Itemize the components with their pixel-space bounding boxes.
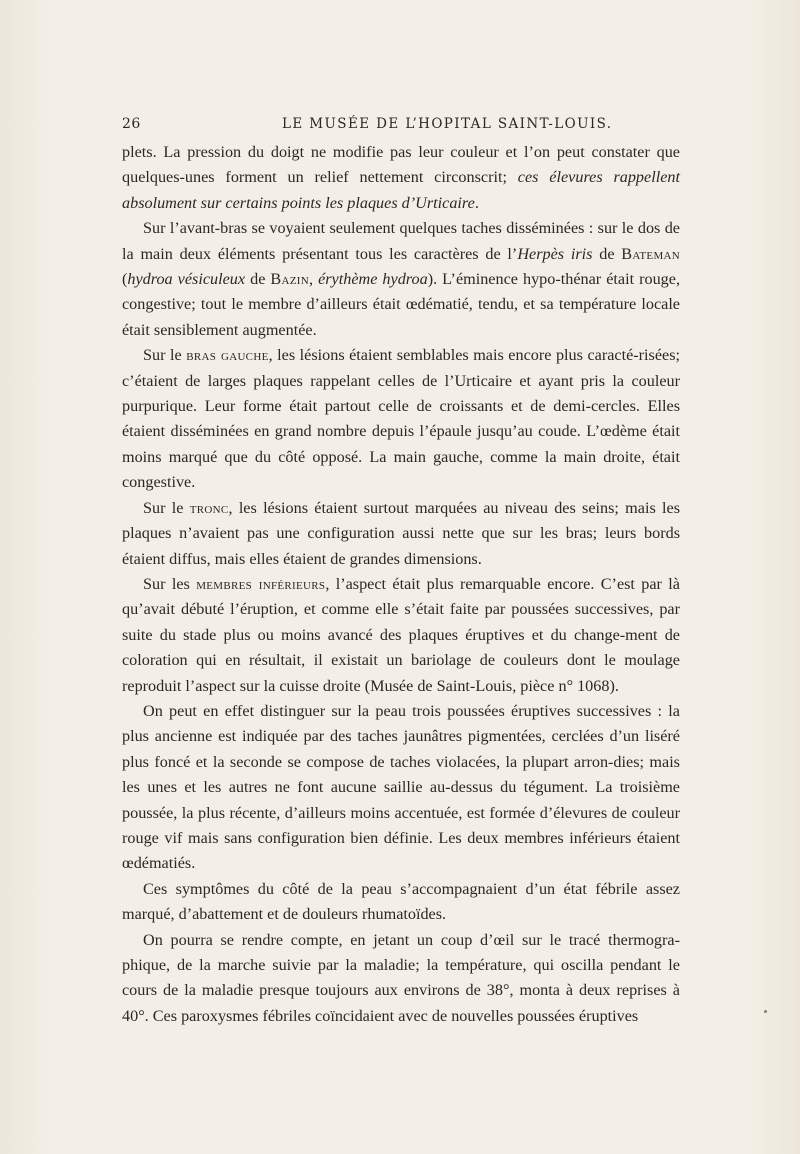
page-number: 26 — [122, 116, 141, 132]
paragraph-3 — [122, 343, 680, 495]
italic-run: érythème hydroa — [318, 270, 428, 289]
text-run: , les lésions étaient semblables mais encore plus caracté-risées; c’étaient de larges plaques rappelant celles de l’Urticaire et ayant pris la couleur purpurique. Leur forme était partout celle de croissants et de demi-cercles. Elles étaient disséminées en grand nombre depuis l’épaule jusqu’au coude. L’œdème était moins marqué que du côté opposé. La main gauche, comme la main droite, était congestive. — [122, 346, 681, 492]
text-run: ( — [122, 270, 128, 289]
page-header — [122, 116, 680, 138]
italic-run: hydroa vésiculeux — [127, 270, 246, 289]
author-name-bateman: Bateman — [621, 244, 681, 263]
section-term-membres-inferieurs: membres inférieurs — [196, 574, 326, 593]
text-run: Sur l’avant-bras se voyaient seulement quelques taches disséminées : sur le dos de la main deux éléments présentant tous les caractères de l’ — [122, 219, 680, 263]
text-run: de — [245, 270, 271, 289]
text-run: On pourra se rendre compte, en jetant un coup d’œil sur le tracé thermogra-phique, de la marche suivie par la maladie; la température, qui oscilla pendant le cours de la maladie presque toujours aux environs de 38°, monta à deux reprises à 40°. Ces paroxysmes fébriles coïncidaient avec de nouvelles poussées éruptives — [122, 930, 680, 1025]
italic-run: ces élevures rappellent absolument sur certains points les plaques d’Urticaire — [122, 168, 680, 212]
italic-run: Herpès iris — [517, 244, 593, 263]
text-run: Sur le — [143, 346, 187, 365]
text-run: , — [309, 270, 319, 289]
paragraph-1 — [122, 140, 680, 216]
text-run: . — [474, 193, 479, 212]
text-run: On peut en effet distinguer sur la peau trois poussées éruptives successives : la plus ancienne est indiquée par des taches jaunâtres pigmentées, cerclées d’un liséré plus foncé et la seconde se compose de taches violacées, la plupart arron-dies; mais les unes et les autres ne font aucune saillie au-dessus du tégument. La troisième poussée, la plus récente, d’ailleurs moins accentuée, est formée d’élevures de couleur rouge vif mais sans configuration bien définie. Les deux membres inférieurs étaient œdématiés. — [122, 701, 680, 873]
text-run: ). L’éminence hypo-thénar était rouge, congestive; tout le membre d’ailleurs était œdématié, tendu, et sa température locale était sensiblement augmentée. — [122, 270, 681, 339]
section-term-tronc: tronc — [189, 498, 229, 517]
author-name-bazin: Bazin — [270, 270, 309, 289]
paper-speck — [764, 1010, 767, 1013]
paragraph-6 — [122, 699, 680, 877]
paragraph-8 — [122, 928, 680, 1030]
running-title: LE MUSÉE DE L’HOPITAL SAINT-LOUIS. — [282, 116, 613, 132]
paragraph-4 — [122, 496, 680, 572]
body-text — [122, 140, 680, 1029]
text-run: de — [592, 244, 622, 263]
text-run: , les lésions étaient surtout marquées au niveau des seins; mais les plaques n’avaient pas une configuration aussi nette que sur les bras; leurs bords étaient diffus, mais elles étaient de grandes dimensions. — [122, 498, 681, 568]
text-run: , l’aspect était plus remarquable encore. C’est par là qu’avait débuté l’éruption, et comme elle s’était faite par poussées successives, par suite du stade plus ou moins avancé des plaques éruptives et du change-ment de coloration qui en résultait, il existait un bariolage de couleurs dont le moulage reproduit l’aspect sur la cuisse droite (Musée de Saint-Louis, pièce n° 1068). — [122, 574, 680, 695]
text-run: Sur les — [143, 574, 197, 593]
section-term-bras-gauche: bras gauche — [186, 346, 269, 365]
text-run: plets. La pression du doigt ne modifie pas leur couleur et l’on peut constater que quelques-unes forment un relief nettement circonscrit; — [122, 143, 680, 187]
text-run: Ces symptômes du côté de la peau s’accompagnaient d’un état fébrile assez marqué, d’abattement et de douleurs rhumatoïdes. — [122, 879, 680, 924]
paragraph-5 — [122, 572, 680, 699]
paragraph-2 — [122, 216, 680, 343]
text-run: Sur le — [143, 498, 190, 517]
paragraph-7 — [122, 877, 680, 928]
